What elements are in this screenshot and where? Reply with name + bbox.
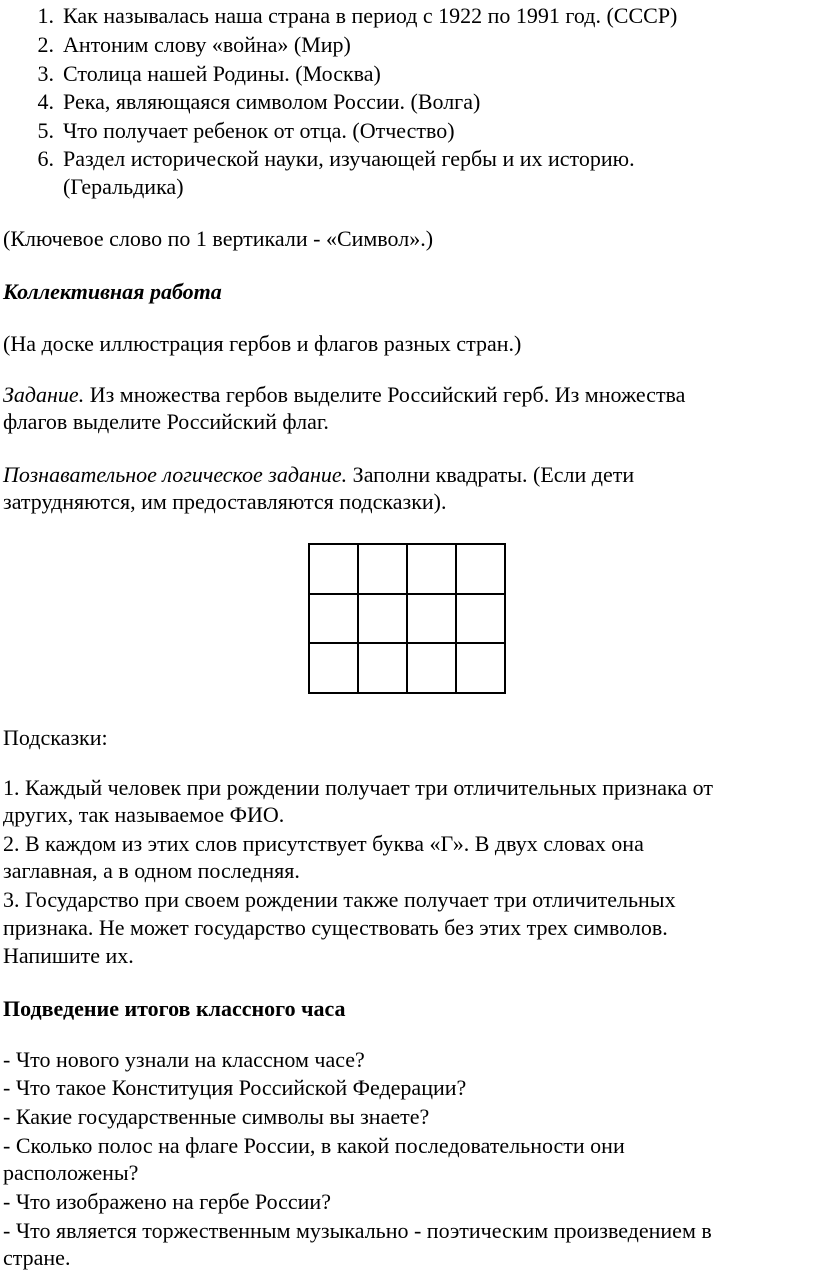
summary-question: - Сколько полос на флаге России, в какой последовательности они (3, 1133, 625, 1158)
list-item-number: 6. (37, 146, 54, 171)
grid-cell (310, 644, 359, 694)
list-item: Река, являющаяся символом России. (Волга) (63, 89, 481, 114)
list-item-number: 1. (37, 3, 54, 28)
grid-cell (359, 595, 408, 645)
list-item-number: 3. (37, 61, 54, 86)
hint-line: Напишите их. (3, 943, 134, 968)
hint-line: заглавная, а в одном последняя. (3, 858, 300, 883)
grid-cell (408, 644, 457, 694)
task-text: Из множества гербов выделите Российский герб. Из множества (84, 382, 686, 407)
collective-heading: Коллективная работа (3, 279, 222, 304)
hints-title: Подсказки: (3, 725, 108, 750)
logic-task-line (3, 462, 634, 488)
board-note: (На доске иллюстрация гербов и флагов разных стран.) (3, 331, 522, 356)
summary-question: - Что изображено на гербе России? (3, 1189, 331, 1214)
task-paragraph-line (3, 382, 685, 408)
list-item: Как называлась наша страна в период с 1922 по 1991 год. (СССР) (63, 3, 678, 28)
hint-line: других, так называемое ФИО. (3, 802, 285, 827)
grid-cell (457, 644, 506, 694)
summary-question: - Что является торжественным музыкально - поэтическим произведением в (3, 1218, 712, 1243)
summary-question: - Какие государственные символы вы знаете? (3, 1104, 430, 1129)
list-item: Что получает ребенок от отца. (Отчество) (63, 118, 455, 143)
list-item-number: 5. (37, 118, 54, 143)
list-item: Столица нашей Родины. (Москва) (63, 61, 381, 86)
grid-cell (359, 644, 408, 694)
grid-cell (457, 545, 506, 595)
hint-line: 1. Каждый человек при рождении получает три отличительных признака от (3, 775, 713, 800)
grid-cell (310, 595, 359, 645)
keyword-note: (Ключевое слово по 1 вертикали - «Символ».) (3, 226, 434, 251)
summary-heading: Подведение итогов классного часа (3, 996, 346, 1021)
summary-question: - Что такое Конституция Российской Федерации? (3, 1075, 467, 1100)
grid-cell (359, 545, 408, 595)
logic-task-label: Познавательное логическое задание. (3, 462, 348, 487)
hint-line: 2. В каждом из этих слов присутствует буква «Г». В двух словах она (3, 831, 644, 856)
grid-cell (408, 595, 457, 645)
answer-grid (308, 543, 506, 694)
task-label: Задание. (3, 382, 85, 407)
summary-question: расположены? (3, 1160, 139, 1185)
logic-task-continuation: затрудняются, им предоставляются подсказки). (3, 489, 447, 514)
grid-cell (310, 545, 359, 595)
task-text-continuation: флагов выделите Российский флаг. (3, 409, 329, 434)
list-item-number: 2. (37, 32, 54, 57)
grid-cell (408, 545, 457, 595)
hint-line: 3. Государство при своем рождении также получает три отличительных (3, 887, 676, 912)
list-item-continuation: (Геральдика) (63, 174, 184, 199)
list-item-number: 4. (37, 89, 54, 114)
list-item: Раздел исторической науки, изучающей гербы и их историю. (63, 146, 635, 171)
summary-question: стране. (3, 1245, 71, 1270)
summary-question: - Что нового узнали на классном часе? (3, 1047, 365, 1072)
hint-line: признака. Не может государство существовать без этих трех символов. (3, 915, 668, 940)
list-item: Антоним слову «война» (Мир) (63, 32, 351, 57)
grid-cell (457, 595, 506, 645)
logic-task-text: Заполни квадраты. (Если дети (347, 462, 635, 487)
